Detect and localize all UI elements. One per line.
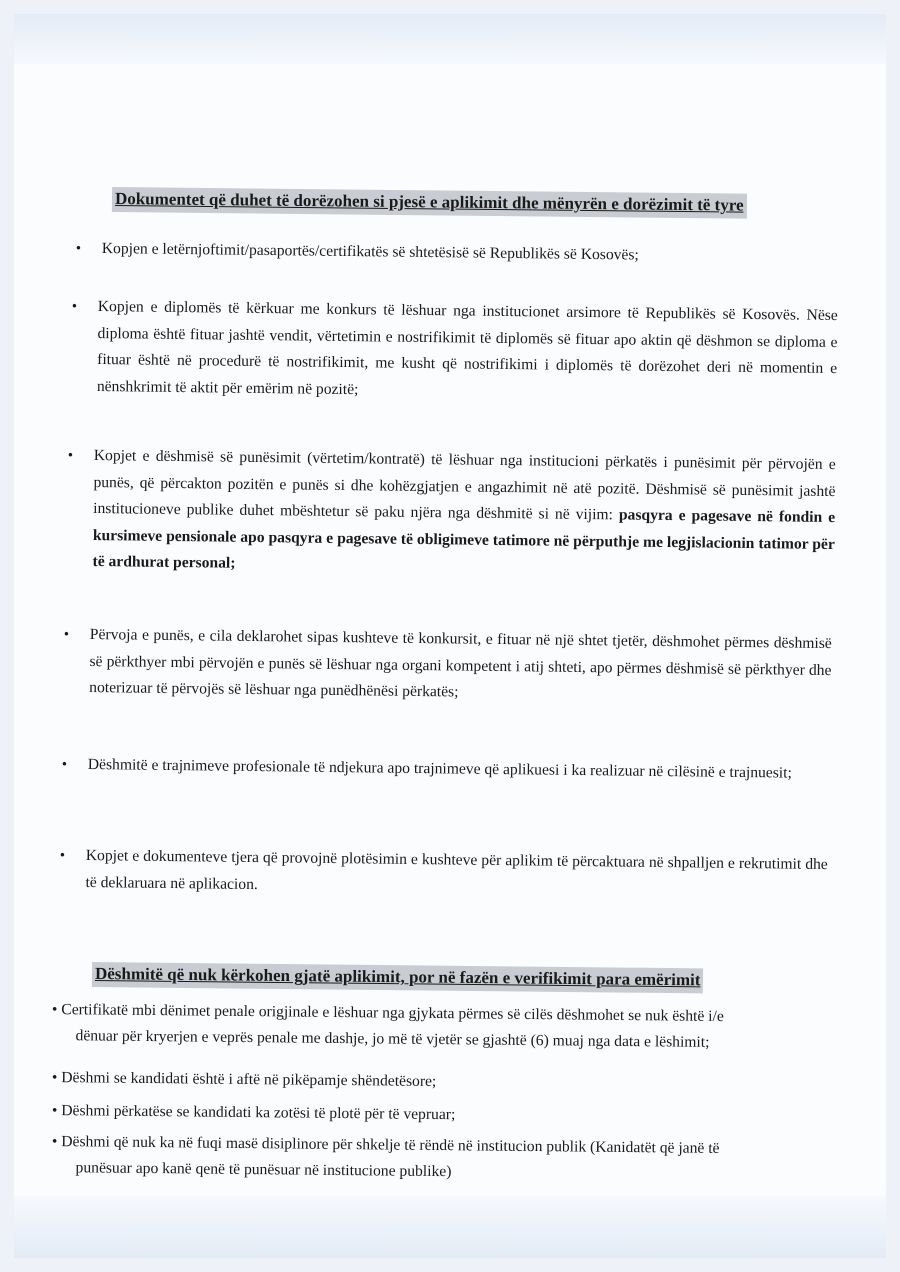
list-item	[59, 843, 828, 905]
bullet: •	[59, 847, 66, 864]
scan-bottom-band	[14, 1196, 886, 1258]
list-item	[71, 294, 838, 409]
list-item-text: Dëshmi që nuk ka në fuqi masë disiplinore për shkelje të rëndë në institucion publik (Kanidatët që janë të	[61, 1133, 720, 1157]
list-item	[51, 997, 832, 1057]
list-item-continuation: dënuar për kryerjen e veprës penale me dashje, jo më të vjetër se gjashtë (6) muaj nga data e lëshimit;	[75, 1027, 710, 1051]
section-heading-verification: Dëshmitë që nuk kërkohen gjatë aplikimit, por në fazën e verifikimit para emërimit	[92, 962, 704, 993]
list-item-text: Dëshmitë e trajnimeve profesionale të ndjekura apo trajnimeve që aplikuesi i ka realizuar në cilësinë e trajnuesit;	[87, 755, 792, 782]
list-item-text: Certifikatë mbi dënimet penale origjinale e lëshuar nga gjykata përmes së cilës dëshmohet se nuk është i/e	[61, 1001, 724, 1026]
list-item-text: Dëshmi përkatëse se kandidati ka zotësi të plotë për të vepruar;	[61, 1102, 456, 1124]
list-item-text: Dëshmi se kandidati është i aftë në pikëpamje shëndetësore;	[61, 1069, 437, 1091]
list-item-text: Kopjen e diplomës të kërkuar me konkurs të lëshuar nga institucionet arsimore të Republikës së Kosovës. Nëse diploma është fituar jashtë vendit, vërtetimin e nostrifikimit të diplomës së fituar apo aktin që dëshmon se diploma e fituar është në procedurë të nostrifikimit, me kusht që nostrifikimi i diplomës të dorëzohet deri në momentin e nënshkrimit të aktit për emërim në pozitë;	[96, 297, 838, 398]
list-item-text: Kopjet e dokumenteve tjera që provojnë plotësimin e kushteve për aplikim të përcaktuara në shpalljen e rekrutimit dhe të deklaruara në aplikacion.	[85, 846, 828, 893]
bullet: •	[71, 298, 78, 315]
list-item-text: Kopjen e letërnjoftimit/pasaportës/certifikatës së shtetësisë së Republikës së Kosovës;	[101, 239, 639, 264]
bullet: •	[51, 1132, 58, 1151]
bullet: •	[51, 1101, 58, 1120]
list-item	[63, 622, 832, 711]
bullet: •	[67, 447, 74, 464]
bullet: •	[75, 240, 82, 257]
section-heading-documents: Dokumentet që duhet të dorëzohen si pjesë e aplikimit dhe mënyrën e dorëzimit të tyre	[112, 187, 747, 219]
list-item	[51, 1129, 832, 1189]
scan-top-band	[14, 14, 886, 64]
list-item-text: Përvoja e punës, e cila deklarohet sipas kushteve të konkursit, e fituar në një shtet tjetër, dëshmohet përmes dëshmisë së përkthyer mbi përvojën e punës së lëshuar nga organi kompetent i atij shteti, apo përmes dëshmisë së përkthyer dhe noterizuar të përvojës së lëshuar nga punëdhënësi përkatës;	[89, 625, 832, 701]
list-item-bold-text: pasqyra e pagesave në fondin e kursimeve pensionale apo pasqyra e pagesave të obligimeve tatimore në përputhje me legjislacionin tatimor për të ardhurat personal;	[92, 506, 836, 573]
bullet: •	[61, 756, 68, 773]
list-item	[67, 443, 836, 585]
list-item-text: Kopjet e dëshmisë së punësimit (vërtetim/kontratë) të lëshuar nga institucioni përkatës i punësimit për përvojën e punës, që përcakton pozitën e punës si dhe kohëzgjatjen e angazhimit në atë pozitë. Dëshmisë së punësimit jashtë institucioneve publike duhet mbështetur së paku njëra nga dëshmitë si në vijim:	[93, 446, 836, 524]
bullet: •	[51, 1000, 58, 1019]
bullet: •	[63, 626, 70, 643]
list-item-continuation: punësuar apo kanë qenë të punësuar në institucione publike)	[75, 1159, 452, 1181]
bullet: •	[51, 1068, 58, 1087]
